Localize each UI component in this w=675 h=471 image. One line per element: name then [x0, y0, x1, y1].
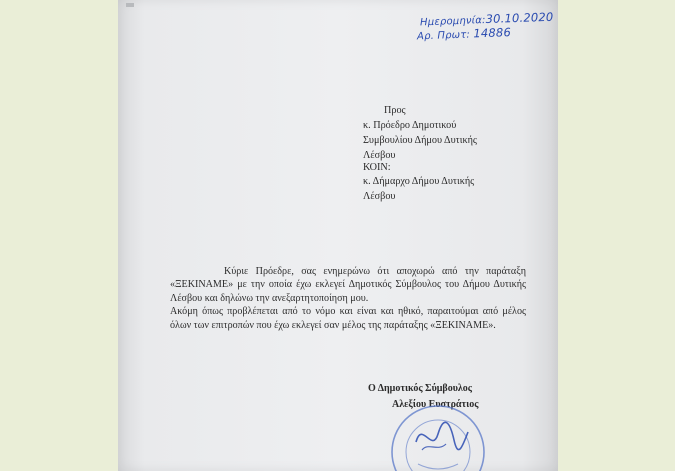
- signature-title: Ο Δημοτικός Σύμβουλος: [368, 383, 473, 394]
- official-stamp-icon: [388, 402, 488, 471]
- to-line-2: Συμβουλίου Δήμου Δυτικής: [363, 135, 477, 146]
- document-page: [118, 0, 558, 471]
- cc-line-1: κ. Δήμαρχο Δήμου Δυτικής: [363, 176, 475, 187]
- signature-name: Αλεξίου Ευστράτιος: [392, 399, 479, 410]
- to-label: Προς: [384, 105, 406, 116]
- date-value: 30.10.2020: [485, 9, 554, 27]
- to-line-3: Λέσβου: [363, 150, 396, 161]
- protocol-value: 14886: [473, 25, 512, 41]
- protocol-label: Αρ. Πρωτ:: [416, 29, 471, 43]
- body-paragraph-2: Ακόμη όπως προβλέπεται από το νόμο και είναι και ηθικό, παραιτούμαι από μέλος όλων των επιτροπών που έχω εκλεγεί σαν μέλος της παράταξης «ΞΕΚΙΝΑΜΕ».: [170, 306, 526, 331]
- cc-label: ΚΟΙΝ:: [363, 162, 391, 173]
- letter-body: [170, 265, 526, 332]
- cc-line-2: Λέσβου: [363, 191, 396, 202]
- date-label: Ημερομηνία:: [419, 15, 486, 29]
- body-paragraph-1: Κύριε Πρόεδρε, σας ενημερώνω ότι αποχωρώ από την παράταξη «ΞΕΚΙΝΑΜΕ» με την οποία έχω εκλεγεί Δημοτικός Σύμβουλος του Δήμου Δυτικής Λέσβου και δηλώνω την ανεξαρτητοποίηση μου.: [170, 266, 526, 304]
- paper-fold-mark: [126, 3, 134, 7]
- to-line-1: κ. Πρόεδρο Δημοτικού: [363, 120, 457, 131]
